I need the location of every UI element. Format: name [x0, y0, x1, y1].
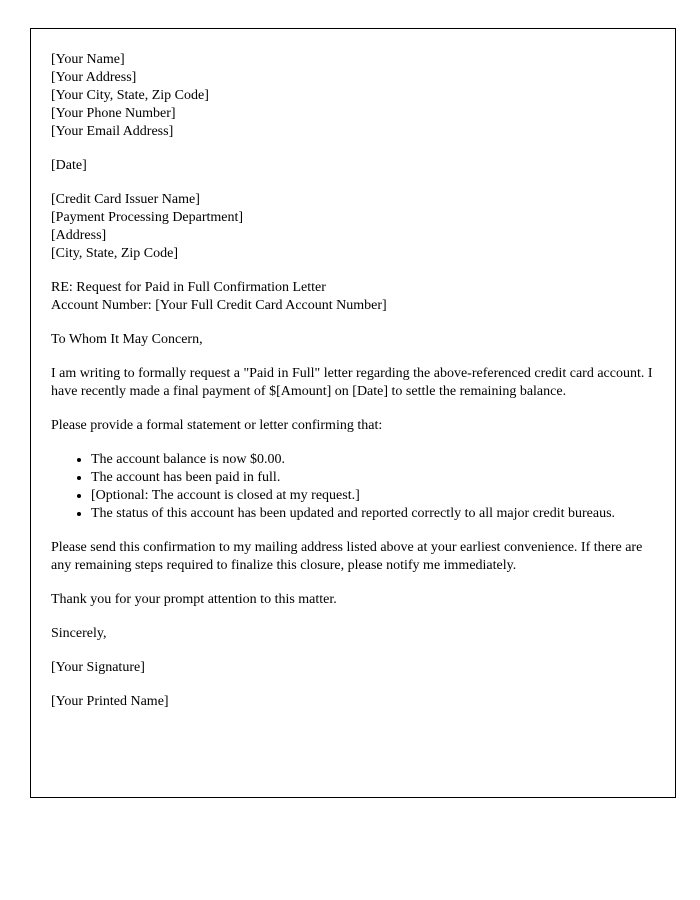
printed-name-line: [Your Printed Name] [51, 694, 169, 709]
sender-address: [Your Address] [51, 70, 137, 85]
sender-address-block [51, 51, 655, 141]
closing: Sincerely, [51, 626, 107, 641]
confirmation-bullet-list [51, 451, 655, 523]
bullet-account-closed: • [Optional: The account is closed at my request.] [91, 487, 655, 505]
recipient-department: [Payment Processing Department] [51, 210, 244, 225]
sender-city-state-zip: [Your City, State, Zip Code] [51, 88, 209, 103]
salutation: To Whom It May Concern, [51, 332, 203, 347]
recipient-name: [Credit Card Issuer Name] [51, 192, 200, 207]
date-line: [Date] [51, 158, 87, 173]
paragraph-confirm-intro: Please provide a formal statement or letter confirming that: [51, 418, 383, 433]
bullet-zero-balance: • The account balance is now $0.00. [91, 451, 655, 469]
recipient-address: [Address] [51, 228, 107, 243]
bullet-paid-in-full: • The account has been paid in full. [91, 469, 655, 487]
bullet-credit-bureaus: • The status of this account has been updated and reported correctly to all major credit bureaus. [91, 505, 655, 523]
letter-document [30, 28, 676, 798]
signature-line: [Your Signature] [51, 660, 145, 675]
subject-block [51, 279, 655, 315]
sender-name: [Your Name] [51, 52, 125, 67]
sender-phone: [Your Phone Number] [51, 106, 176, 121]
paragraph-thanks: Thank you for your prompt attention to this matter. [51, 592, 337, 607]
subject-re-line: RE: Request for Paid in Full Confirmation Letter [51, 280, 326, 295]
recipient-city-state-zip: [City, State, Zip Code] [51, 246, 179, 261]
paragraph-mailing-instructions: Please send this confirmation to my mailing address listed above at your earliest convenience. If there are any remaining steps required to finalize this closure, please notify me immediately. [51, 540, 643, 573]
sender-email: [Your Email Address] [51, 124, 174, 139]
paragraph-request: I am writing to formally request a "Paid in Full" letter regarding the above-referenced credit card account. I have recently made a final payment of $[Amount] on [Date] to settle the remaining balance. [51, 366, 653, 399]
recipient-address-block [51, 191, 655, 263]
letter-content [31, 29, 675, 731]
subject-account-line: Account Number: [Your Full Credit Card Account Number] [51, 298, 387, 313]
